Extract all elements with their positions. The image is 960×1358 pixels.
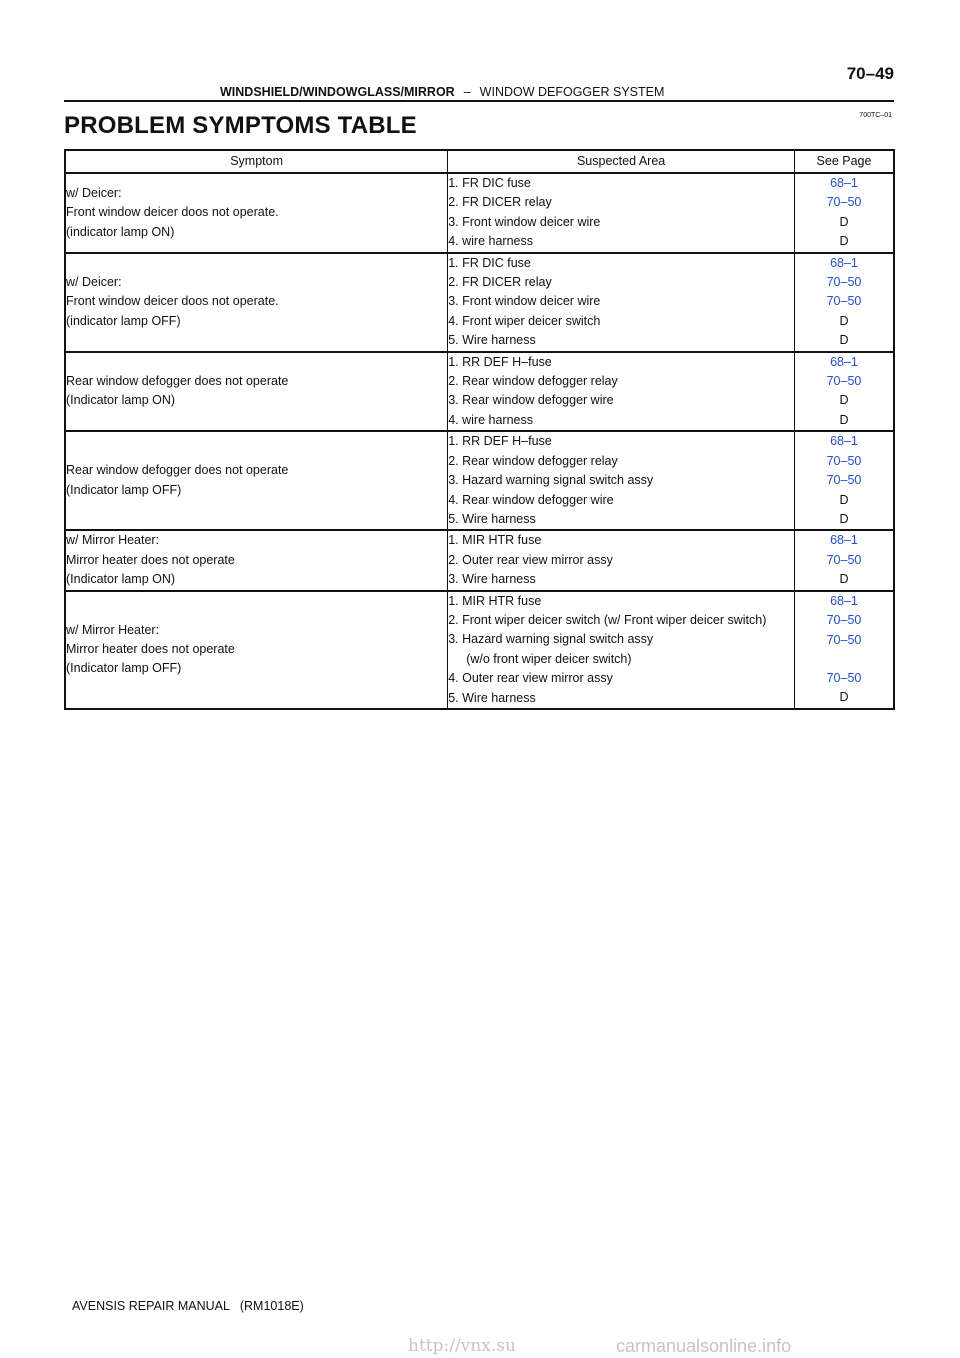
subsection-title: WINDOW DEFOGGER SYSTEM: [479, 85, 665, 99]
suspected-area-item: 4. wire harness: [448, 234, 533, 249]
section-title: WINDSHIELD/WINDOWGLASS/MIRROR: [220, 85, 455, 99]
table-row: [65, 591, 894, 709]
footer-manual-title: AVENSIS REPAIR MANUAL (RM1018E): [72, 1299, 304, 1313]
suspected-area-cell: [448, 352, 795, 432]
suspected-area-item: 4. Rear window defogger wire: [448, 492, 614, 507]
table-row: [65, 253, 894, 352]
page-reference: D: [839, 690, 849, 705]
suspected-area-item: 1. RR DEF H–fuse: [448, 434, 552, 449]
symptom-line: Mirror heater does not operate: [66, 552, 235, 567]
table-row: [65, 431, 894, 530]
see-page-cell: [794, 591, 894, 709]
header-rule: [64, 100, 894, 102]
suspected-area-item: 2. FR DICER relay: [448, 275, 552, 290]
see-page-cell: [794, 530, 894, 590]
suspected-area-item: 3. Hazard warning signal switch assy: [448, 473, 654, 488]
suspected-area-cell: [448, 431, 795, 530]
page-reference-link[interactable]: 70–50: [826, 275, 862, 290]
suspected-area-item: 1. MIR HTR fuse: [448, 533, 542, 548]
page-reference-link[interactable]: 68–1: [830, 354, 858, 369]
suspected-area-item: 1. MIR HTR fuse: [448, 593, 542, 608]
watermark-link[interactable]: http://vnx.su: [408, 1336, 516, 1356]
page-reference: D: [839, 333, 849, 348]
suspected-area-item: 2. Outer rear view mirror assy: [448, 552, 613, 567]
symptom-line: w/ Mirror Heater:: [66, 622, 160, 637]
symptom-cell: [65, 431, 448, 530]
symptom-line: w/ Mirror Heater:: [66, 533, 160, 548]
column-header-suspected-area: Suspected Area: [448, 150, 795, 173]
page-number: 70–49: [846, 64, 894, 83]
suspected-area-item: 4. Front wiper deicer switch: [448, 313, 601, 328]
suspected-area-item: 3. Rear window defogger wire: [448, 393, 614, 408]
suspected-area-item-note: (w/o front wiper deicer switch): [466, 651, 632, 666]
doc-code: 700TC–01: [859, 112, 892, 119]
running-header: [220, 85, 664, 99]
page-reference-link[interactable]: 70–50: [826, 670, 862, 685]
suspected-area-item: 3. Hazard warning signal switch assy: [448, 632, 654, 647]
page-reference-link[interactable]: 70–50: [826, 632, 862, 647]
page-reference: D: [839, 572, 849, 587]
suspected-area-item: 5. Wire harness: [448, 511, 536, 526]
page-reference: D: [839, 511, 849, 526]
page-title: PROBLEM SYMPTOMS TABLE: [64, 112, 417, 139]
suspected-area-item: 3. Front window deicer wire: [448, 294, 601, 309]
column-header-see-page: See Page: [794, 150, 894, 173]
page-reference-blank: [795, 650, 893, 669]
table-header-row: [65, 150, 894, 173]
page-reference-link[interactable]: 68–1: [830, 533, 858, 548]
suspected-area-item: 2. Rear window defogger relay: [448, 374, 618, 389]
symptom-line: (Indicator lamp OFF): [66, 482, 182, 497]
symptom-line: Front window deicer doos not operate.: [66, 294, 279, 309]
suspected-area-item: 4. wire harness: [448, 412, 533, 427]
page-reference-link[interactable]: 70–50: [826, 294, 862, 309]
suspected-area-item: 1. FR DIC fuse: [448, 255, 531, 270]
suspected-area-item: 5. Wire harness: [448, 333, 536, 348]
suspected-area-item: 1. RR DEF H–fuse: [448, 354, 552, 369]
see-page-cell: [794, 173, 894, 253]
symptom-cell: [65, 352, 448, 432]
page-reference: D: [839, 393, 849, 408]
suspected-area-item: 2. Front wiper deicer switch (w/ Front wiper deicer switch): [448, 612, 767, 627]
page-reference-link[interactable]: 70–50: [826, 374, 862, 389]
suspected-area-cell: [448, 173, 795, 253]
symptom-line: Front window deicer doos not operate.: [66, 205, 279, 220]
page-reference-link[interactable]: 70–50: [826, 552, 862, 567]
problem-symptoms-table: [64, 149, 895, 710]
symptom-cell: [65, 530, 448, 590]
page-reference: D: [839, 492, 849, 507]
suspected-area-item: 3. Front window deicer wire: [448, 214, 601, 229]
symptom-cell: [65, 253, 448, 352]
page-reference-link[interactable]: 70–50: [826, 195, 862, 210]
table-row: [65, 530, 894, 590]
page-reference: D: [839, 234, 849, 249]
suspected-area-cell: [448, 530, 795, 590]
suspected-area-item: 3. Wire harness: [448, 572, 536, 587]
symptom-line: Rear window defogger does not operate: [66, 463, 289, 478]
page-reference-link[interactable]: 70–50: [826, 613, 862, 628]
suspected-area-cell: [448, 591, 795, 709]
symptom-line: (Indicator lamp ON): [66, 572, 176, 587]
suspected-area-item: 5. Wire harness: [448, 690, 536, 705]
symptom-cell: [65, 173, 448, 253]
page-reference: D: [839, 214, 849, 229]
symptom-cell: [65, 591, 448, 709]
symptom-line: (indicator lamp OFF): [66, 313, 181, 328]
see-page-cell: [794, 253, 894, 352]
page-reference: D: [839, 412, 849, 427]
watermark-brand: carmanualsonline.info: [616, 1336, 792, 1356]
page-reference-link[interactable]: 70–50: [826, 453, 862, 468]
table-row: [65, 352, 894, 432]
page-reference-link[interactable]: 68–1: [830, 434, 858, 449]
page-reference-link[interactable]: 70–50: [826, 473, 862, 488]
column-header-symptom: Symptom: [65, 150, 448, 173]
symptom-line: Rear window defogger does not operate: [66, 374, 289, 389]
page-reference-link[interactable]: 68–1: [830, 255, 858, 270]
header-separator: –: [463, 85, 471, 99]
page-reference-link[interactable]: 68–1: [830, 176, 858, 190]
suspected-area-item: 1. FR DIC fuse: [448, 176, 531, 190]
suspected-area-item: 4. Outer rear view mirror assy: [448, 671, 613, 686]
see-page-cell: [794, 431, 894, 530]
suspected-area-item: 2. FR DICER relay: [448, 195, 552, 210]
symptom-line: (indicator lamp ON): [66, 224, 175, 239]
symptom-line: w/ Deicer:: [66, 275, 122, 290]
symptom-line: (Indicator lamp ON): [66, 393, 176, 408]
page-reference: D: [839, 313, 849, 328]
symptom-line: (Indicator lamp OFF): [66, 661, 182, 676]
suspected-area-cell: [448, 253, 795, 352]
table-row: [65, 173, 894, 253]
symptom-line: w/ Deicer:: [66, 185, 122, 200]
see-page-cell: [794, 352, 894, 432]
symptom-line: Mirror heater does not operate: [66, 642, 235, 657]
page-reference-link[interactable]: 68–1: [830, 593, 858, 608]
suspected-area-item: 2. Rear window defogger relay: [448, 453, 618, 468]
